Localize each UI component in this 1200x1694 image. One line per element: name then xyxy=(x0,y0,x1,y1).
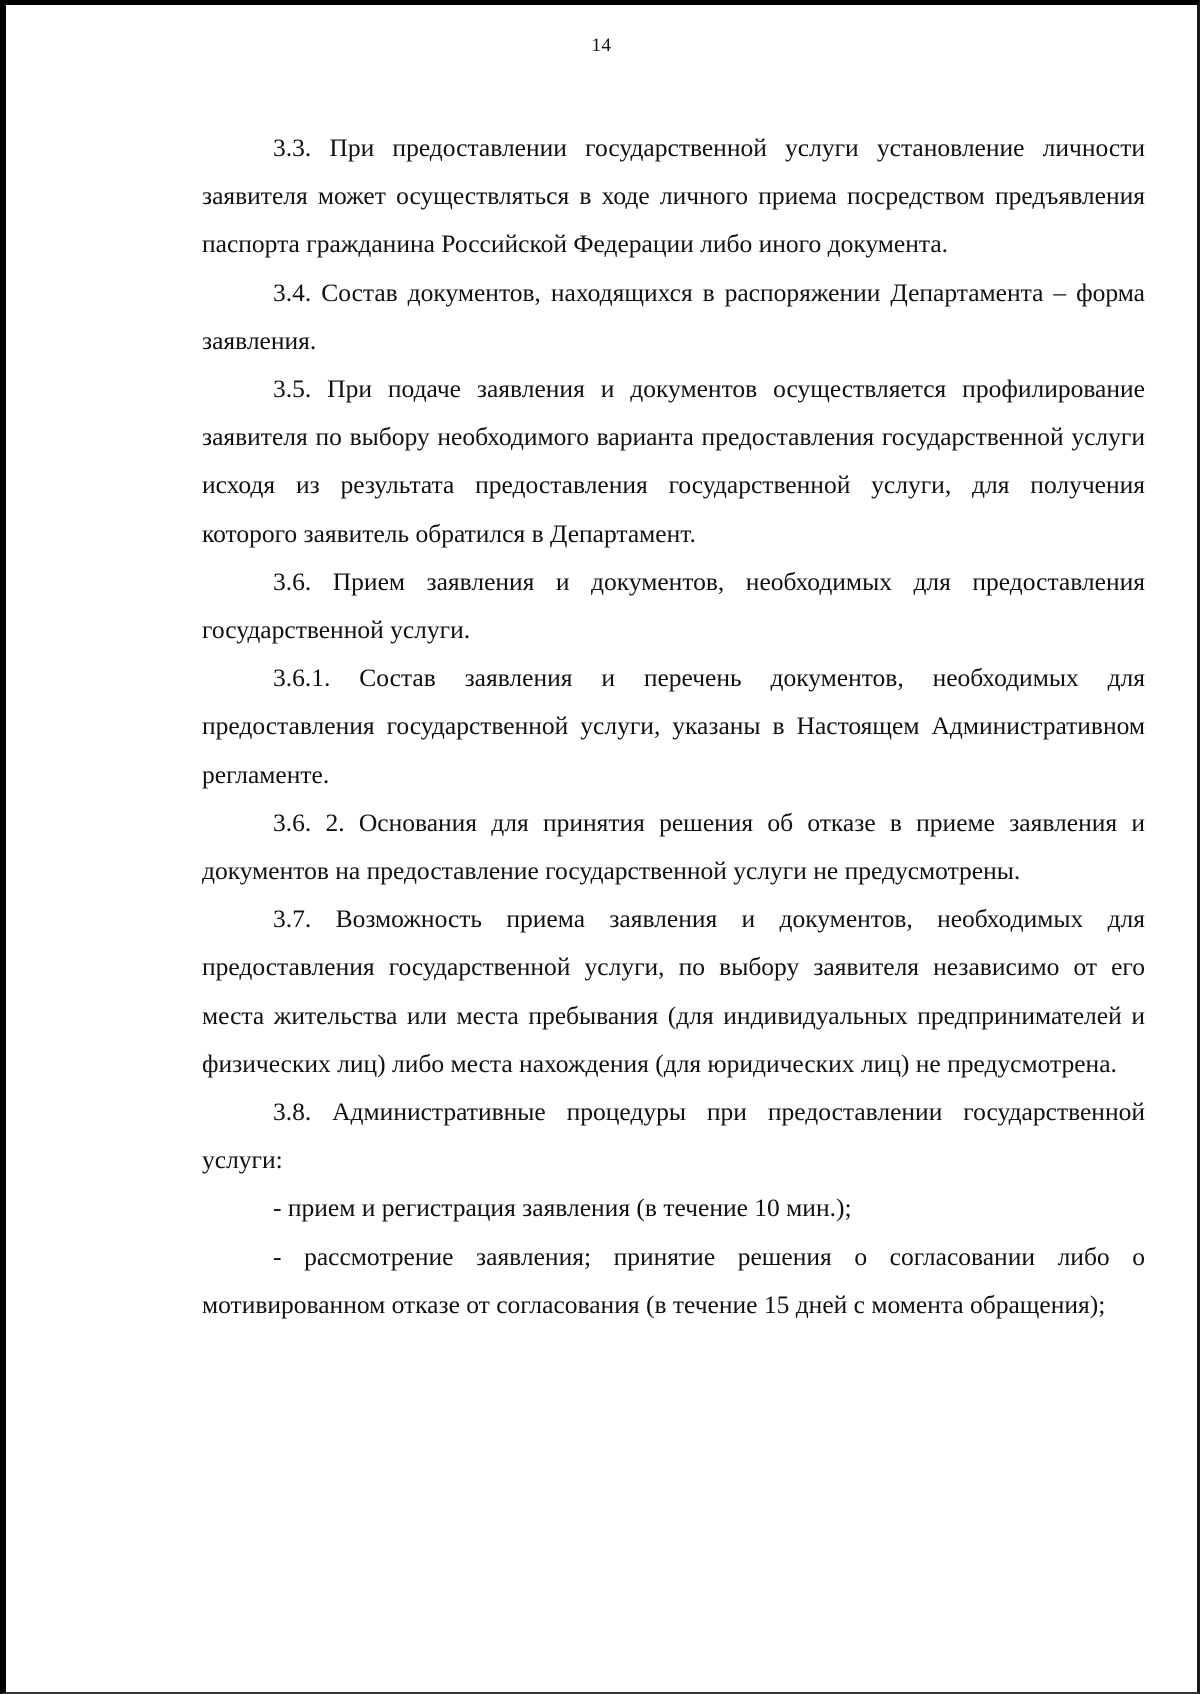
paragraph-3-6-1: 3.6.1. Состав заявления и перечень документов, необходимых для предоставления государственной услуги, указаны в Настоящем Административном регламенте. xyxy=(202,663,1145,789)
paragraph-3-3: 3.3. При предоставлении государственной услуги установление личности заявителя может осуществляться в ходе личного приема посредством предъявления паспорта гражданина Российской Федерации либо иного документа. xyxy=(202,133,1145,259)
list-item-review: - рассмотрение заявления; принятие решения о согласовании либо о мотивированном отказе от согласования (в течение 15 дней с момента обращения); xyxy=(202,1241,1145,1319)
document-body xyxy=(202,124,1145,1329)
paragraph-3-8: 3.8. Административные процедуры при предоставлении государственной услуги: xyxy=(202,1097,1145,1175)
paragraph-3-6: 3.6. Прием заявления и документов, необходимых для предоставления государственной услуги. xyxy=(202,566,1145,645)
paragraph-3-6-2: 3.6. 2. Основания для принятия решения об отказе в приеме заявления и документов на предоставление государственной услуги не предусмотрены. xyxy=(202,807,1145,886)
list-item-reception: - прием и регистрация заявления (в течение 10 мин.); xyxy=(273,1193,852,1223)
paragraph-3-5: 3.5. При подаче заявления и документов осуществляется профилирование заявителя по выбору необходимого варианта предоставления государственной услуги исходя из результата предоставления государственной услуги, для получения которого заявитель обратился в Департамент. xyxy=(202,374,1145,548)
page-number: 14 xyxy=(591,35,612,56)
paragraph-3-7: 3.7. Возможность приема заявления и документов, необходимых для предоставления государственной услуги, по выбору заявителя независимо от его места жительства или места пребывания (для индивидуальных предпринимателей и физических лиц) либо места нахождения (для юридических лиц) не предусмотрена. xyxy=(202,904,1145,1078)
paragraph-3-4: 3.4. Состав документов, находящихся в распоряжении Департамента – форма заявления. xyxy=(202,277,1145,355)
